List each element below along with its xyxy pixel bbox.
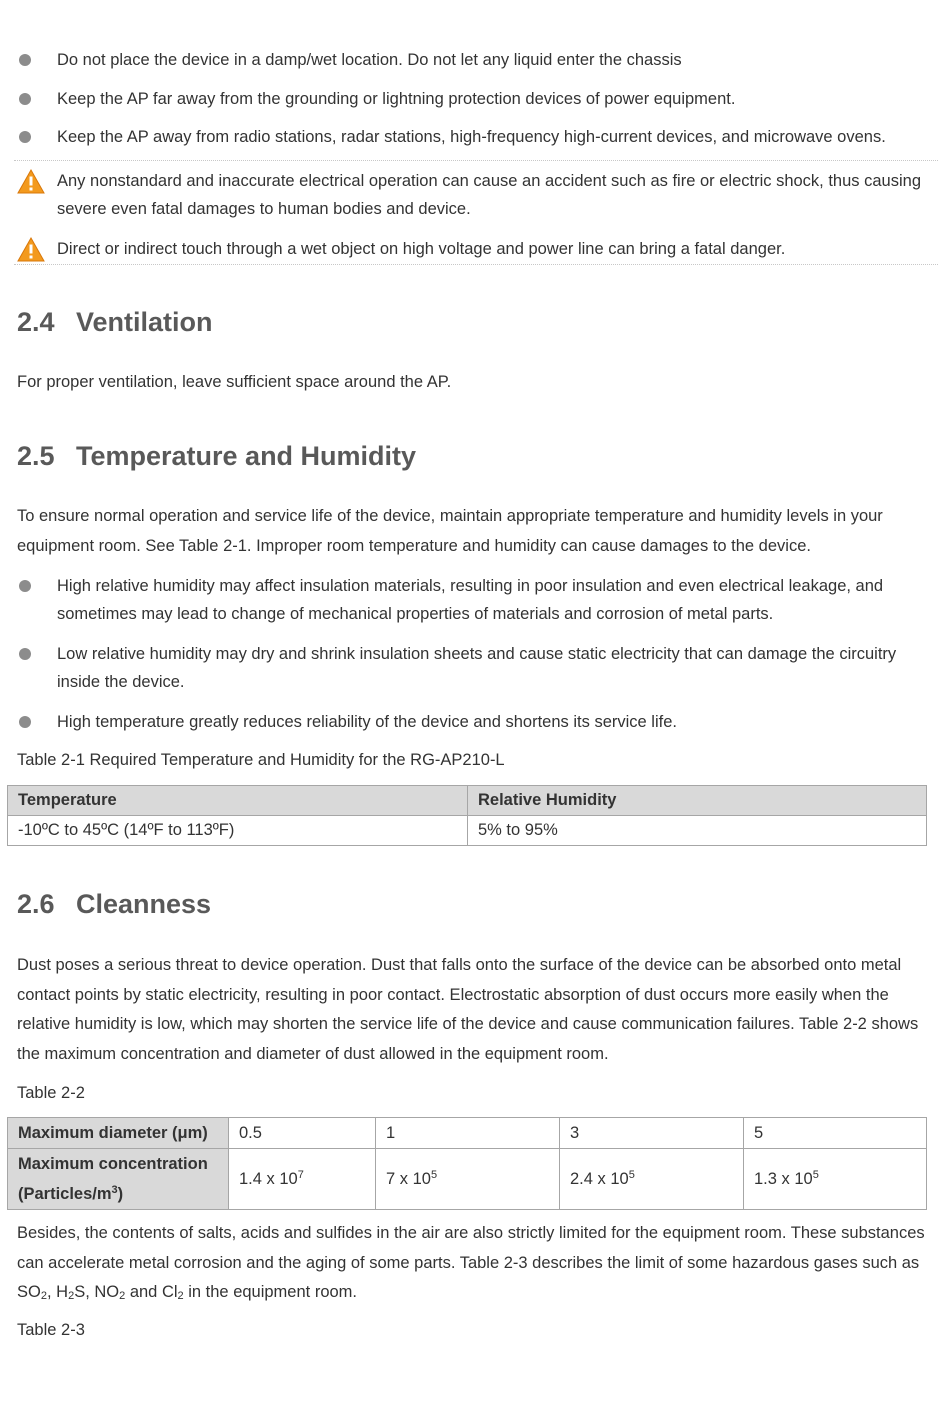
section-number: 2.6 [17,889,55,919]
warning-text: Any nonstandard and inaccurate electrical operation can cause an accident such as fire or electric shock, thus causing severe even fatal damages to human bodies and device. [57,172,921,218]
warning-box [14,160,938,265]
bullet-dot-icon [19,648,31,660]
table-row [8,1118,927,1149]
table-header-row [8,786,927,816]
bullet-dot-icon [19,716,31,728]
table-header-cell: Maximum diameter (μm) [8,1118,229,1149]
section-heading [17,441,416,472]
warning-icon [17,169,45,194]
value-base: 2.4 x 10 [570,1169,629,1188]
bullet-text: Low relative humidity may dry and shrink insulation sheets and cause static electricity that can damage the circuitry inside the device. [57,645,897,691]
section-heading [17,307,213,338]
value-exponent: 5 [628,1168,635,1181]
table-cell [229,1149,376,1210]
table-header-cell: Temperature [8,786,468,816]
value-exponent: 7 [297,1168,304,1181]
paragraph-text: , H [46,1283,69,1301]
table-caption: Table 2-1 Required Temperature and Humidity for the RG-AP210-L [17,751,505,769]
table-row [8,1149,927,1210]
table-row [8,816,927,846]
subscript: 2 [177,1290,184,1302]
table-cell: 1 [376,1118,560,1149]
bullet-dot-icon [19,580,31,592]
bullet-text: Keep the AP away from radio stations, radar stations, high-frequency high-current devices, and microwave ovens. [57,128,886,146]
dust-table [7,1117,927,1210]
paragraph-text: and Cl [125,1283,178,1301]
bullet-dot-icon [19,54,31,66]
warning-text: Direct or indirect touch through a wet object on high voltage and power line can bring a fatal danger. [57,240,786,258]
paragraph: Dust poses a serious threat to device operation. Dust that falls onto the surface of the device can be absorbed onto metal contact points by static electricity, resulting in poor contact. Electrostatic absorption of dust occurs more easily when the relative humidity is low, which may shorten the service life of the device and cause communication failures. Table 2-2 shows the maximum concentration and diameter of dust allowed in the equipment room. [17,956,919,1063]
table-cell: -10ºC to 45ºC (14ºF to 113ºF) [8,816,468,846]
value-base: 1.4 x 10 [239,1169,298,1188]
bullet-dot-icon [19,131,31,143]
table-caption: Table 2-2 [17,1084,85,1102]
bullet-text: High relative humidity may affect insulation materials, resulting in poor insulation and even electrical leakage, and sometimes may lead to change of mechanical properties of materials and corrosion of metal parts. [57,577,884,623]
warning-icon [17,237,45,262]
table-header-cell: Relative Humidity [468,786,927,816]
table-cell: 5 [744,1118,927,1149]
paragraph: For proper ventilation, leave sufficient space around the AP. [17,373,452,391]
subscript: 2 [40,1290,47,1302]
value-exponent: 5 [812,1168,819,1181]
bullet-text: Do not place the device in a damp/wet location. Do not let any liquid enter the chassis [57,51,682,69]
row-header-superscript: 3 [111,1184,118,1196]
table-cell: 3 [560,1118,744,1149]
table-cell: 5% to 95% [468,816,927,846]
paragraph-text: S, NO [74,1283,120,1301]
section-number: 2.5 [17,441,55,471]
paragraph-text: Besides, the contents of salts, acids and sulfides in the air are also strictly limited for the equipment room. These substances can accelerate metal corrosion and the aging of some parts. Table 2-3 describes the limit of some hazardous gases such as SO [17,1224,925,1301]
table-header-cell [8,1149,229,1210]
paragraph-text: in the equipment room. [183,1283,358,1301]
paragraph [17,1219,942,1308]
bullet-text: Keep the AP far away from the grounding or lightning protection devices of power equipment. [57,90,736,108]
table-cell [744,1149,927,1210]
bullet-dot-icon [19,93,31,105]
subscript: 2 [68,1290,75,1302]
section-heading [17,889,211,920]
section-title: Cleanness [76,889,212,919]
section-title: Ventilation [76,307,213,337]
section-title: Temperature and Humidity [76,441,417,471]
value-base: 7 x 10 [386,1169,431,1188]
bullet-text: High temperature greatly reduces reliability of the device and shortens its service life. [57,713,677,731]
temperature-humidity-table [7,785,927,846]
row-header-text: Maximum concentration (Particles/m [18,1155,208,1203]
section-number: 2.4 [17,307,55,337]
subscript: 2 [119,1290,126,1302]
row-header-text-end: ) [117,1185,124,1203]
table-cell [376,1149,560,1210]
paragraph: To ensure normal operation and service life of the device, maintain appropriate temperature and humidity levels in your equipment room. See Table 2-1. Improper room temperature and humidity can cause damages to the device. [17,507,883,555]
value-base: 1.3 x 10 [754,1169,813,1188]
table-cell [560,1149,744,1210]
table-cell: 0.5 [229,1118,376,1149]
value-exponent: 5 [430,1168,438,1181]
table-caption: Table 2-3 [17,1321,85,1339]
